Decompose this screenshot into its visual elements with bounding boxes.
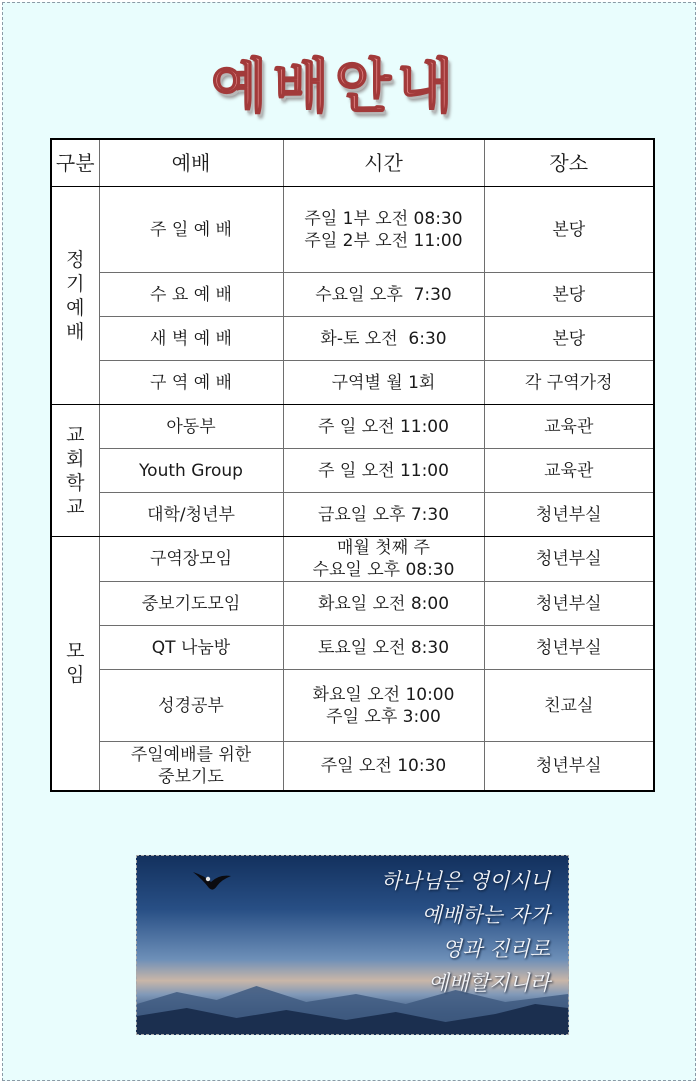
table-header-row <box>51 139 654 187</box>
place-cell: 청년부실 <box>484 493 654 537</box>
time-cell: 수요일 오후 7:30 <box>283 273 484 317</box>
time-cell: 구역별 월 1회 <box>283 361 484 405</box>
worship-schedule-table <box>50 138 655 792</box>
place-cell: 교육관 <box>484 449 654 493</box>
header-place: 장소 <box>484 139 654 187</box>
place-cell: 교육관 <box>484 405 654 449</box>
header-category: 구분 <box>51 139 99 187</box>
time-cell: 화요일 오전 8:00 <box>283 582 484 626</box>
time-cell: 주일 오전 10:30 <box>283 742 484 791</box>
category-cell <box>51 537 99 791</box>
table-row <box>51 493 654 537</box>
time-cell: 주일 1부 오전 08:30 주일 2부 오전 11:00 <box>283 187 484 273</box>
place-cell: 본당 <box>484 187 654 273</box>
time-cell: 화요일 오전 10:00 주일 오후 3:00 <box>283 670 484 742</box>
page <box>2 2 696 1081</box>
place-cell: 청년부실 <box>484 742 654 791</box>
table-row <box>51 317 654 361</box>
place-cell: 본당 <box>484 317 654 361</box>
service-cell: 성경공부 <box>99 670 283 742</box>
place-cell: 본당 <box>484 273 654 317</box>
place-cell: 청년부실 <box>484 626 654 670</box>
time-cell: 주 일 오전 11:00 <box>283 405 484 449</box>
service-cell: 아동부 <box>99 405 283 449</box>
category-cell <box>51 187 99 405</box>
service-cell: Youth Group <box>99 449 283 493</box>
table-row <box>51 361 654 405</box>
header-service: 예배 <box>99 139 283 187</box>
service-cell: 중보기도모임 <box>99 582 283 626</box>
header-time: 시간 <box>283 139 484 187</box>
table-row <box>51 626 654 670</box>
page-title: 예배안내 <box>210 52 460 120</box>
category-label: 교회학교 <box>66 423 85 518</box>
service-cell: QT 나눔방 <box>99 626 283 670</box>
time-cell: 토요일 오전 8:30 <box>283 626 484 670</box>
table-row <box>51 670 654 742</box>
service-cell: 구 역 예 배 <box>99 361 283 405</box>
place-cell: 청년부실 <box>484 537 654 582</box>
time-cell: 금요일 오후 7:30 <box>283 493 484 537</box>
service-cell: 구역장모임 <box>99 537 283 582</box>
table-row <box>51 187 654 273</box>
table-row <box>51 742 654 791</box>
table-row <box>51 449 654 493</box>
time-cell: 매월 첫째 주 수요일 오후 08:30 <box>283 537 484 582</box>
time-cell: 주 일 오전 11:00 <box>283 449 484 493</box>
place-cell: 친교실 <box>484 670 654 742</box>
table-row <box>51 273 654 317</box>
time-cell: 화-토 오전 6:30 <box>283 317 484 361</box>
table-row <box>51 582 654 626</box>
eagle-icon <box>191 866 233 896</box>
verse-banner <box>136 855 569 1035</box>
category-cell <box>51 405 99 537</box>
service-cell: 수 요 예 배 <box>99 273 283 317</box>
table-row <box>51 405 654 449</box>
service-cell: 대학/청년부 <box>99 493 283 537</box>
table-row <box>51 537 654 582</box>
bible-verse: 하나님은 영이시니 예배하는 자가 영과 진리로 예배할지니라 <box>381 869 550 995</box>
place-cell: 청년부실 <box>484 582 654 626</box>
service-cell: 주일예배를 위한 중보기도 <box>99 742 283 791</box>
place-cell: 각 구역가정 <box>484 361 654 405</box>
service-cell: 주 일 예 배 <box>99 187 283 273</box>
category-label: 모임 <box>66 640 85 687</box>
category-label: 정기예배 <box>66 248 85 343</box>
service-cell: 새 벽 예 배 <box>99 317 283 361</box>
